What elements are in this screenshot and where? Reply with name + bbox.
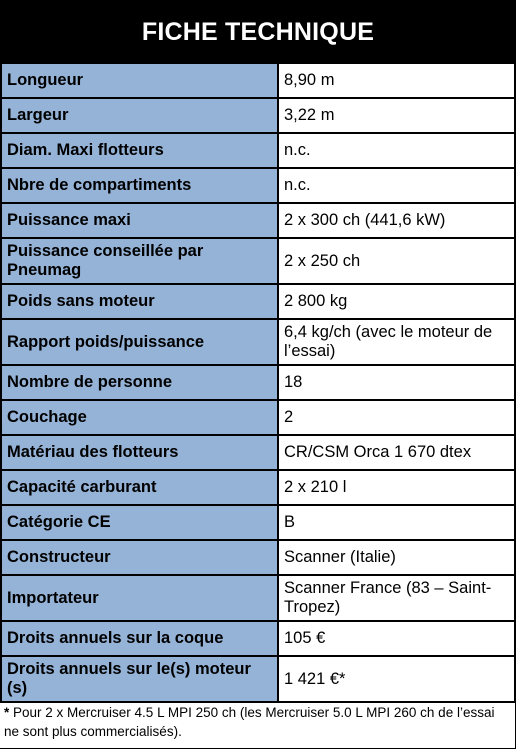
row-value: 105 € <box>278 621 515 656</box>
spec-row-persons <box>1 365 515 400</box>
row-label: Puissance maxi <box>1 203 278 238</box>
row-value: 18 <box>278 365 515 400</box>
row-value: 2 x 210 l <box>278 470 515 505</box>
spec-row-recommended-power <box>1 238 515 284</box>
spec-row-fuel-capacity <box>1 470 515 505</box>
row-value: 6,4 kg/ch (avec le moteur de l’essai) <box>278 319 515 365</box>
row-label: Poids sans moteur <box>1 284 278 319</box>
row-value: n.c. <box>278 133 515 168</box>
row-label: Constructeur <box>1 540 278 575</box>
row-value: Scanner France (83 – Saint-Tropez) <box>278 575 515 621</box>
spec-row-berths <box>1 400 515 435</box>
spec-row-builder <box>1 540 515 575</box>
sheet-title: FICHE TECHNIQUE <box>0 0 516 64</box>
spec-row-dry-weight <box>1 284 515 319</box>
spec-row-engine-duties <box>1 656 515 702</box>
row-label: Matériau des flotteurs <box>1 435 278 470</box>
row-label: Diam. Maxi flotteurs <box>1 133 278 168</box>
row-value: 8,90 m <box>278 63 515 98</box>
spec-row-length <box>1 63 515 98</box>
footnote-text: Pour 2 x Mercruiser 4.5 L MPI 250 ch (les Mercruiser 5.0 L MPI 260 ch de l’essai ne sont plus commercialisés). <box>4 705 495 739</box>
row-label: Catégorie CE <box>1 505 278 540</box>
row-label: Nombre de personne <box>1 365 278 400</box>
row-value: B <box>278 505 515 540</box>
row-value: 2 x 300 ch (441,6 kW) <box>278 203 515 238</box>
row-label: Droits annuels sur la coque <box>1 621 278 656</box>
spec-row-max-power <box>1 203 515 238</box>
row-label: Longueur <box>1 63 278 98</box>
row-value: n.c. <box>278 168 515 203</box>
row-label: Capacité carburant <box>1 470 278 505</box>
row-value: 3,22 m <box>278 98 515 133</box>
row-label: Nbre de compartiments <box>1 168 278 203</box>
row-value: 1 421 €* <box>278 656 515 702</box>
row-value: Scanner (Italie) <box>278 540 515 575</box>
spec-table <box>0 62 516 703</box>
spec-row-hull-duties <box>1 621 515 656</box>
spec-row-width <box>1 98 515 133</box>
footnote-marker: * <box>4 705 10 720</box>
row-value: 2 x 250 ch <box>278 238 515 284</box>
row-label: Largeur <box>1 98 278 133</box>
spec-row-ce-category <box>1 505 515 540</box>
row-label: Couchage <box>1 400 278 435</box>
spec-row-float-material <box>1 435 515 470</box>
spec-row-weight-power-ratio <box>1 319 515 365</box>
spec-row-importer <box>1 575 515 621</box>
row-label: Puissance conseillée par Pneumag <box>1 238 278 284</box>
row-label: Rapport poids/puissance <box>1 319 278 365</box>
spec-table-body <box>1 63 515 702</box>
spec-row-compartments <box>1 168 515 203</box>
row-value: 2 800 kg <box>278 284 515 319</box>
row-label: Importateur <box>1 575 278 621</box>
row-value: CR/CSM Orca 1 670 dtex <box>278 435 515 470</box>
spec-row-float-diameter <box>1 133 515 168</box>
row-value: 2 <box>278 400 515 435</box>
row-label: Droits annuels sur le(s) moteur (s) <box>1 656 278 702</box>
footnote <box>4 703 512 741</box>
